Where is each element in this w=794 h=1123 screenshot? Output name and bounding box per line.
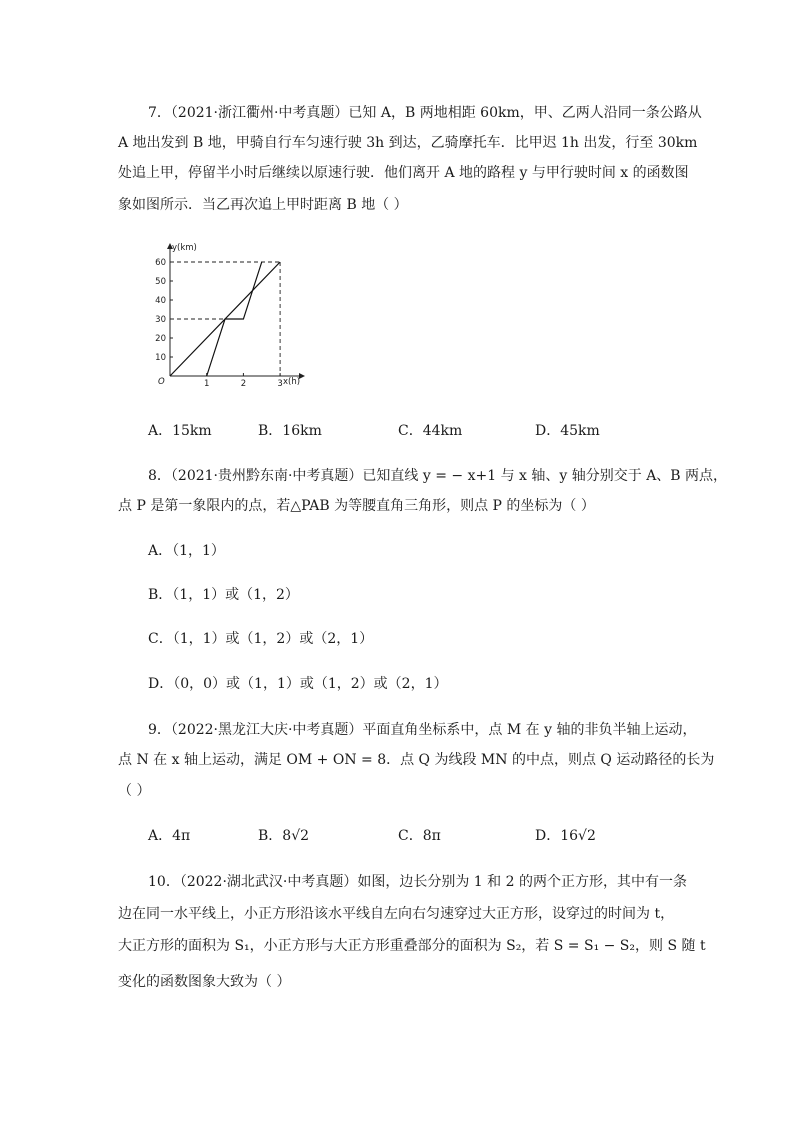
q9-line-3: （ ） [118,783,151,799]
q7-line-3: 处追上甲，停留半小时后继续以原速行驶．他们离开 A 地的路程 y 与甲行驶时间 x 的函数图 [118,165,689,181]
q9-option-d[interactable]: D．16√2 [535,828,596,844]
y-tick-label: 50 [155,277,166,287]
q8-option-c[interactable]: C．（1，1）或（1，2）或（2，1） [148,631,374,647]
q7-option-d[interactable]: D．45km [535,423,600,439]
q8-option-a[interactable]: A．（1，1） [148,543,225,559]
q10-line-2: 边在同一水平线上，小正方形沿该水平线自左向右匀速穿过大正方形，设穿过的时间为 t， [118,906,675,922]
q7-option-c[interactable]: C．44km [398,423,463,439]
q8-option-d[interactable]: D．（0，0）或（1，1）或（1，2）或（2，1） [148,676,448,692]
q7-option-a[interactable]: A．15km [148,423,212,439]
y-tick-label: 20 [155,334,166,344]
q10-line-3: 大正方形的面积为 S₁，小正方形与大正方形重叠部分的面积为 S₂，若 S = S₁ − S₂，则 S 随 t [118,938,706,954]
q8-option-b[interactable]: B．（1，1）或（1，2） [148,587,299,603]
x-tick-label: 1 [203,379,210,389]
x-tick-label: 2 [240,379,247,389]
y-tick-label: 40 [155,296,166,306]
q8-line-2: 点 P 是第一象限内的点，若△PAB 为等腰直角三角形，则点 P 的坐标为（ ） [118,498,595,514]
y-tick-label: 60 [155,258,166,268]
q7-line-2: A 地出发到 B 地，甲骑自行车匀速行驶 3h 到达，乙骑摩托车．比甲迟 1h 出发，行至 30km [118,135,698,151]
q7-option-b[interactable]: B．16km [258,423,322,439]
x-axis-label: x(h) [283,377,301,387]
x-tick-label: 3 [277,379,283,389]
q10-line-4: 变化的函数图象大致为（ ） [118,974,291,990]
q9-option-a[interactable]: A．4π [148,828,191,844]
q9-option-c[interactable]: C．8π [398,828,441,844]
q9-line-1: 9．（2022·黑龙江大庆·中考真题）平面直角坐标系中，点 M 在 y 轴的非负半轴上运动， [148,722,697,738]
q7-distance-time-graph [140,238,320,398]
q7-line-4: 象如图所示．当乙再次追上甲时距离 B 地（ ） [118,197,408,213]
q9-option-b[interactable]: B．8√2 [258,828,310,844]
q9-line-2: 点 N 在 x 轴上运动，满足 OM + ON = 8．点 Q 为线段 MN 的中点，则点 Q 运动路径的长为 [118,752,715,768]
q7-line-1: 7．（2021·浙江衢州·中考真题）已知 A，B 两地相距 60km，甲、乙两人沿同一条公路从 [148,105,702,121]
q8-line-1: 8．（2021·贵州黔东南·中考真题）已知直线 y = − x+1 与 x 轴、y 轴分别交于 A、B 两点， [148,468,728,484]
y-tick-label: 30 [155,315,166,325]
q10-line-1: 10．（2022·湖北武汉·中考真题）如图，边长分别为 1 和 2 的两个正方形，其中有一条 [148,874,687,890]
y-axis-label: y(km) [172,243,197,253]
origin-label: O [158,377,165,387]
y-tick-label: 10 [155,353,166,363]
